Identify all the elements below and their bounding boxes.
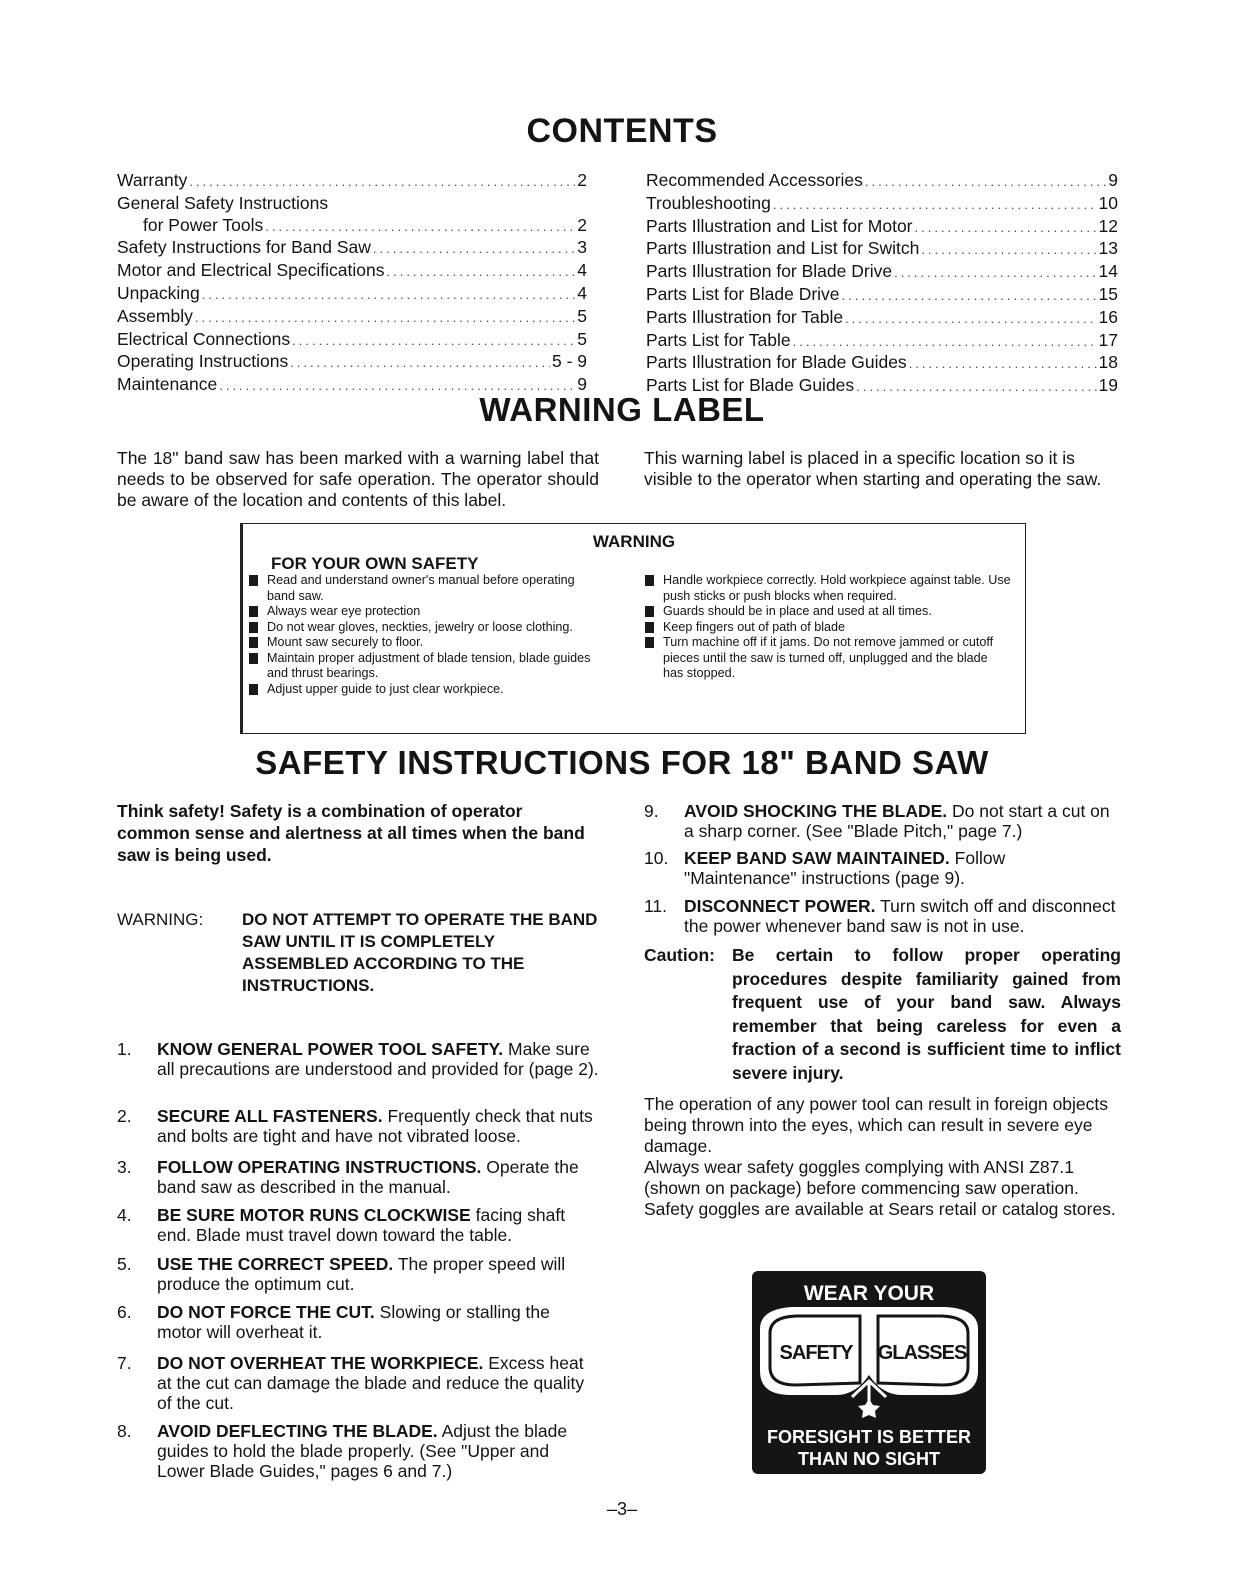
toc-leader-dots xyxy=(865,171,1106,193)
safety-item-text: facing shaft end. Blade must travel down toward the table. xyxy=(157,1205,566,1245)
safety-item-number: 3. xyxy=(117,1157,132,1177)
toc-leader-dots xyxy=(773,194,1097,216)
toc-entry xyxy=(117,193,587,215)
eye-damage-text: The operation of any power tool can result in foreign objects being thrown into the eyes, which can result in severe eye damage. xyxy=(644,1094,1109,1156)
toc-entry-page: 14 xyxy=(1098,261,1118,282)
safety-item-number: 10. xyxy=(644,848,669,868)
safety-item xyxy=(644,896,1121,936)
toc-entry-label: Maintenance xyxy=(117,374,218,395)
warning-box-subtitle: FOR YOUR OWN SAFETY xyxy=(271,554,479,573)
toc-entry-label: Safety Instructions for Band Saw xyxy=(117,237,371,258)
safety-item-text: Make sure all precautions are understood and provided for (page 2). xyxy=(157,1039,599,1079)
toc-leader-dots xyxy=(909,353,1097,375)
toc-leader-dots xyxy=(894,262,1096,284)
toc-leader-dots xyxy=(793,331,1097,353)
toc-right-column xyxy=(646,170,1118,398)
warning-box-item: Read and understand owner's manual before operating band saw. xyxy=(245,573,605,604)
safety-item-number: 8. xyxy=(117,1421,132,1441)
toc-entry xyxy=(117,283,587,306)
safety-item-heading: DO NOT FORCE THE CUT. xyxy=(157,1302,375,1322)
lens-right-text: GLASSES xyxy=(877,1342,967,1364)
safety-item-number: 6. xyxy=(117,1302,132,1322)
toc-leader-dots xyxy=(290,352,550,374)
warning-label-box xyxy=(240,523,1026,734)
safety-item xyxy=(644,848,1121,888)
toc-leader-dots xyxy=(189,171,575,193)
warning-box-item: Keep fingers out of path of blade xyxy=(641,620,1011,636)
toc-entry-label: Parts List for Blade Guides xyxy=(646,375,855,396)
toc-entry xyxy=(646,284,1118,307)
toc-entry-page: 17 xyxy=(1098,329,1118,350)
safety-item xyxy=(117,1205,599,1245)
warning-box-right-list xyxy=(641,573,1011,682)
warning-box-item: Guards should be in place and used at all times. xyxy=(641,604,1011,620)
toc-entry-label: Troubleshooting xyxy=(646,192,771,213)
warning-label-title: WARNING LABEL xyxy=(479,391,765,428)
safety-glasses-badge xyxy=(752,1271,986,1474)
warning-box-item: Handle workpiece correctly. Hold workpiece against table. Use push sticks or push blocks when required. xyxy=(641,573,1011,604)
toc-entry xyxy=(646,261,1118,284)
page-number: –3– xyxy=(606,1499,638,1519)
toc-entry-page: 12 xyxy=(1098,215,1118,236)
toc-entry xyxy=(646,193,1118,216)
safety-item-heading: AVOID DEFLECTING THE BLADE. xyxy=(157,1421,438,1441)
safety-item-number: 11. xyxy=(644,896,668,916)
toc-entry-page: 5 xyxy=(577,328,587,349)
safety-item-heading: USE THE CORRECT SPEED. xyxy=(157,1254,394,1274)
toc-entry-page: 15 xyxy=(1098,283,1118,304)
caution-label: Caution: xyxy=(644,945,715,965)
safety-item xyxy=(117,1106,599,1146)
toc-entry xyxy=(646,352,1118,375)
safety-item-number: 1. xyxy=(117,1039,132,1059)
safety-item-number: 2. xyxy=(117,1106,132,1126)
lens-left-text: SAFETY xyxy=(779,1342,853,1364)
safety-item xyxy=(117,1254,599,1294)
safety-item xyxy=(644,801,1121,841)
safety-item-heading: SECURE ALL FASTENERS. xyxy=(157,1106,383,1126)
warning-box-item: Always wear eye protection xyxy=(245,604,605,620)
toc-leader-dots xyxy=(921,239,1096,261)
safety-item-heading: BE SURE MOTOR RUNS CLOCKWISE xyxy=(157,1205,471,1225)
safety-item-text: The proper speed will produce the optimum cut. xyxy=(157,1254,566,1294)
toc-leader-dots xyxy=(845,308,1096,330)
safety-item xyxy=(117,1302,599,1342)
badge-top-text: WEAR YOUR xyxy=(803,1282,935,1305)
toc-entry-page: 2 xyxy=(577,214,587,235)
toc-left-column xyxy=(117,170,587,397)
toc-leader-dots xyxy=(915,217,1097,239)
toc-entry-page: 19 xyxy=(1098,375,1118,396)
eye-safety-note xyxy=(644,1094,1121,1220)
safety-item-heading: AVOID SHOCKING THE BLADE. xyxy=(684,801,948,821)
goggles-text: Always wear safety goggles complying with ANSI Z87.1 (shown on package) before commencing saw operation. Safety goggles are available at Sears retail or catalog stores. xyxy=(644,1157,1116,1219)
safety-item xyxy=(117,1421,599,1481)
toc-entry-page: 2 xyxy=(577,170,587,190)
toc-entry xyxy=(117,306,587,329)
safety-item-heading: KNOW GENERAL POWER TOOL SAFETY. xyxy=(157,1039,504,1059)
toc-entry-page: 3 xyxy=(577,237,587,258)
operate-warning-note xyxy=(117,909,599,997)
toc-entry xyxy=(117,170,587,193)
contents-title: CONTENTS xyxy=(526,112,718,150)
toc-leader-dots xyxy=(292,330,575,352)
safety-item-text: Turn switch off and disconnect the power whenever band saw is not in use. xyxy=(684,896,1116,936)
toc-leader-dots xyxy=(202,284,576,306)
toc-entry-label: Warranty xyxy=(117,170,188,190)
toc-leader-dots xyxy=(386,261,575,283)
safety-item-text: Slowing or stalling the motor will overheat it. xyxy=(157,1302,550,1342)
toc-entry-label: Parts List for Blade Drive xyxy=(646,283,840,304)
warning-box-item: Do not wear gloves, neckties, jewelry or loose clothing. xyxy=(245,620,605,636)
toc-entry-label: Parts Illustration for Table xyxy=(646,306,844,327)
toc-entry-label: for Power Tools xyxy=(143,214,264,235)
caution-note xyxy=(644,944,1121,1085)
warning-box-title: WARNING xyxy=(592,532,676,551)
safety-item-number: 5. xyxy=(117,1254,132,1274)
safety-item-text: Frequently check that nuts and bolts are tight and have not vibrated loose. xyxy=(157,1106,593,1146)
toc-entry xyxy=(646,307,1118,330)
toc-entry-label: Parts Illustration for Blade Drive xyxy=(646,261,893,282)
toc-entry-label: General Safety Instructions xyxy=(117,192,329,213)
toc-entry xyxy=(117,237,587,260)
toc-entry-page: 18 xyxy=(1098,352,1118,373)
toc-entry xyxy=(646,170,1118,193)
toc-entry-page: 10 xyxy=(1098,192,1118,213)
safety-item-text: Operate the band saw as described in the manual. xyxy=(157,1157,579,1197)
safety-item-heading: FOLLOW OPERATING INSTRUCTIONS. xyxy=(157,1157,482,1177)
toc-entry xyxy=(117,329,587,352)
safety-item xyxy=(117,1039,599,1079)
toc-entry-label: Assembly xyxy=(117,305,193,326)
toc-entry xyxy=(117,260,587,283)
safety-intro: Think safety! Safety is a combination of operator common sense and alertness at all times when the band saw is being used. xyxy=(117,801,585,865)
toc-entry-page: 5 xyxy=(577,305,587,326)
safety-item xyxy=(117,1353,599,1413)
safety-item-number: 9. xyxy=(644,801,659,821)
toc-entry-page: 9 xyxy=(577,374,587,395)
safety-instructions-title: SAFETY INSTRUCTIONS FOR 18" BAND SAW xyxy=(255,744,989,781)
warning-note-text: DO NOT ATTEMPT TO OPERATE THE BAND SAW UNTIL IT IS COMPLETELY ASSEMBLED ACCORDING TO THE INSTRUCTIONS. xyxy=(242,910,598,995)
toc-entry-page: 4 xyxy=(577,282,587,303)
warning-label-text-left: The 18" band saw has been marked with a warning label that needs to be observed for safe operation. The operator should be aware of the location and contents of this label. xyxy=(117,448,599,510)
toc-entry xyxy=(646,238,1118,261)
toc-entry-label: Electrical Connections xyxy=(117,328,291,349)
toc-entry-label: Parts List for Table xyxy=(646,329,791,350)
toc-entry-page: 4 xyxy=(577,260,587,281)
safety-item-text: Follow "Maintenance" instructions (page 9). xyxy=(684,848,1006,888)
badge-bottom-text-2: THAN NO SIGHT xyxy=(798,1449,940,1469)
toc-entry-label: Parts Illustration and List for Switch xyxy=(646,238,920,259)
safety-item-heading: KEEP BAND SAW MAINTAINED. xyxy=(684,848,950,868)
toc-entry-label: Operating Instructions xyxy=(117,351,289,372)
safety-item-heading: DISCONNECT POWER. xyxy=(684,896,876,916)
toc-leader-dots xyxy=(373,238,575,260)
safety-item xyxy=(117,1157,599,1197)
toc-entry xyxy=(117,215,587,238)
safety-item-text: Excess heat at the cut can damage the blade and reduce the quality of the cut. xyxy=(157,1353,585,1413)
warning-box-item: Mount saw securely to floor. xyxy=(245,635,605,651)
safety-item-number: 7. xyxy=(117,1353,132,1373)
toc-entry-label: Recommended Accessories xyxy=(646,170,863,190)
toc-entry xyxy=(646,330,1118,353)
toc-leader-dots xyxy=(842,285,1097,307)
toc-entry xyxy=(117,351,587,374)
toc-entry-label: Parts Illustration for Blade Guides xyxy=(646,352,907,373)
safety-item-number: 4. xyxy=(117,1205,132,1225)
toc-entry-page: 13 xyxy=(1098,238,1118,259)
toc-leader-dots xyxy=(195,307,575,329)
toc-entry-label: Unpacking xyxy=(117,282,200,303)
badge-bottom-text-1: FORESIGHT IS BETTER xyxy=(766,1427,972,1447)
safety-item-heading: DO NOT OVERHEAT THE WORKPIECE. xyxy=(157,1353,484,1373)
warning-box-item: Maintain proper adjustment of blade tension, blade guides and thrust bearings. xyxy=(245,651,605,682)
toc-entry-page: 9 xyxy=(1108,170,1118,190)
toc-entry-label: Parts Illustration and List for Motor xyxy=(646,215,913,236)
safety-item-text: Adjust the blade guides to hold the blade properly. (See "Upper and Lower Blade Guides," pages 6 and 7.) xyxy=(157,1421,568,1481)
warning-label-text-right: This warning label is placed in a specific location so it is visible to the operator when starting and operating the saw. xyxy=(644,448,1102,489)
safety-item-text: Do not start a cut on a sharp corner. (See "Blade Pitch," page 7.) xyxy=(684,801,1110,841)
toc-entry-label: Motor and Electrical Specifications xyxy=(117,260,385,281)
toc-leader-dots xyxy=(265,216,575,238)
toc-entry xyxy=(646,216,1118,239)
warning-box-left-list xyxy=(245,573,605,697)
toc-entry-page: 5 - 9 xyxy=(551,351,587,372)
warning-note-label: WARNING: xyxy=(117,910,204,929)
caution-text: Be certain to follow proper operating procedures despite familiarity gained from frequent use of your band saw. Always remember that being careless for even a fraction of a second is sufficient time to inflict severe injury. xyxy=(732,945,1121,1083)
warning-box-item: Adjust upper guide to just clear workpiece. xyxy=(245,682,605,698)
toc-entry-page: 16 xyxy=(1098,306,1118,327)
warning-box-item: Turn machine off if it jams. Do not remove jammed or cutoff pieces until the saw is turned off, unplugged and the blade has stopped. xyxy=(641,635,1011,682)
